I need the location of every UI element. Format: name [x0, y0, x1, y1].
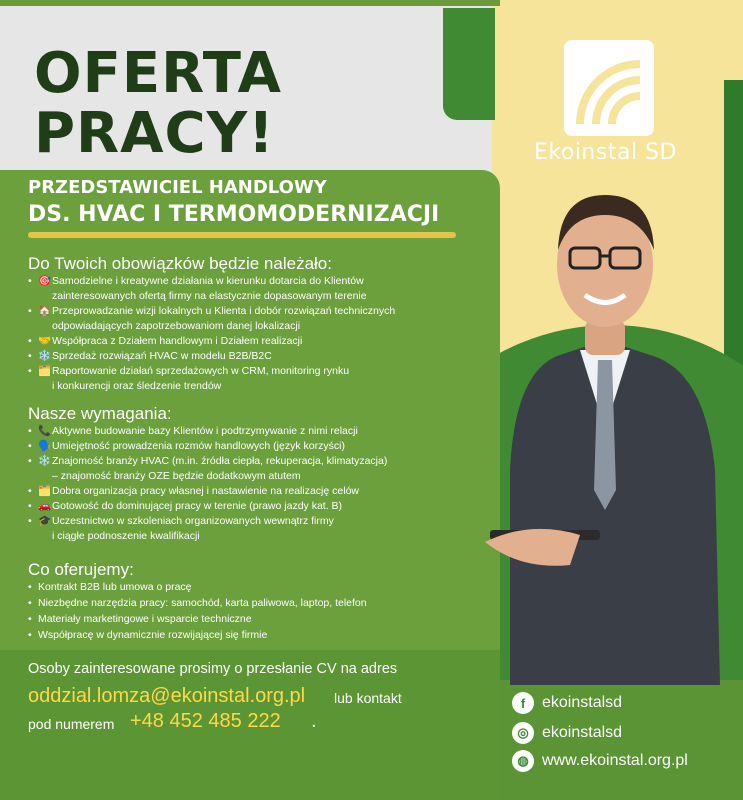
- contact-phone-prefix: pod numerem: [28, 716, 115, 732]
- house-icon: 🏠: [38, 305, 52, 317]
- list-item: [28, 334, 448, 349]
- instagram-link[interactable]: [512, 722, 622, 744]
- headline-line-1: OFERTA: [34, 41, 282, 106]
- website-url: www.ekoinstal.org.pl: [542, 752, 688, 769]
- handshake-icon: 🤝: [38, 335, 52, 347]
- contact-or-text: lub kontakt: [334, 690, 402, 706]
- list-item: [28, 484, 448, 499]
- list-item-text: Przeprowadzanie wizji lokalnych u Klienta i dobór rozwiązań technicznych: [52, 305, 396, 317]
- list-item: [28, 499, 448, 514]
- snowflake-icon: ❄️: [38, 455, 52, 467]
- list-item-text: Dobra organizacja pracy własnej i nastawienie na realizację celów: [52, 485, 359, 497]
- facebook-handle: ekoinstalsd: [542, 694, 623, 711]
- list-item-text: Uczestnictwo w szkoleniach organizowanych wewnątrz firmy: [52, 515, 334, 527]
- contact-phone-link[interactable]: +48 452 485 222: [130, 710, 281, 732]
- facebook-icon: f: [512, 692, 534, 714]
- target-icon: 🎯: [38, 275, 52, 287]
- contact-intro: Osoby zainteresowane prosimy o przesłanie CV na adres: [28, 661, 398, 677]
- contact-email-link[interactable]: oddzial.lomza@ekoinstal.org.pl: [28, 685, 306, 707]
- list-item: • Współpracę w dynamicznie rozwijającej się firmie: [28, 628, 448, 643]
- list-item: [28, 454, 448, 484]
- list-item-text: i ciągłe podnoszenie kwalifikacji: [52, 530, 200, 542]
- list-item: [28, 274, 448, 304]
- globe-icon: ◍: [512, 750, 534, 772]
- list-item-text: Aktywne budowanie bazy Klientów i podtrzymywanie z nimi relacji: [52, 425, 358, 437]
- headline-line-2: PRACY!: [34, 101, 275, 166]
- speaking-head-icon: 🗣️: [38, 440, 52, 452]
- list-item: [28, 364, 448, 394]
- list-item-text: odpowiadających zapotrzebowaniom danej lokalizacji: [52, 320, 301, 332]
- snowflake-icon: ❄️: [38, 350, 52, 362]
- car-icon: 🚗: [38, 500, 52, 512]
- list-item-text: – znajomość branży OZE będzie dodatkowym atutem: [52, 470, 301, 482]
- list-item-text: Umiejętność prowadzenia rozmów handlowych (język korzyści): [52, 440, 345, 452]
- graduation-cap-icon: 🎓: [38, 515, 52, 527]
- phone-icon: 📞: [38, 425, 52, 437]
- list-item-text: Raportowanie działań sprzedażowych w CRM, monitoring rynku: [52, 365, 350, 377]
- website-link[interactable]: [512, 750, 688, 772]
- offer-list: [28, 580, 448, 644]
- list-item: [28, 349, 448, 364]
- list-item-text: Współpraca z Działem handlowym i Działem realizacji: [52, 335, 303, 347]
- company-logo: [562, 38, 656, 138]
- position-title-line-1: PRZEDSTAWICIEL HANDLOWY: [28, 177, 327, 198]
- instagram-icon: ◎: [512, 722, 534, 744]
- list-item: [28, 439, 448, 454]
- duties-heading: Do Twoich obowiązków będzie należało:: [28, 254, 332, 273]
- folder-icon: 🗂️: [38, 365, 52, 377]
- list-item: [28, 304, 448, 334]
- facebook-link[interactable]: [512, 692, 622, 714]
- requirements-list: [28, 424, 448, 544]
- decorative-green-block: [443, 8, 495, 120]
- duties-list: [28, 274, 448, 394]
- offer-heading: Co oferujemy:: [28, 560, 134, 579]
- brand-name: Ekoinstal SD: [534, 140, 677, 165]
- list-item: • Niezbędne narzędzia pracy: samochód, karta paliwowa, laptop, telefon: [28, 596, 448, 611]
- list-item-text: Znajomość branży HVAC (m.in. źródła ciepła, rekuperacja, klimatyzacja): [52, 455, 388, 467]
- salesman-photo: [470, 170, 740, 685]
- list-item: • Kontrakt B2B lub umowa o pracę: [28, 580, 448, 595]
- position-title-line-2: DS. HVAC I TERMOMODERNIZACJI: [28, 202, 440, 227]
- list-item: [28, 514, 448, 544]
- folder-icon: 🗂️: [38, 485, 52, 497]
- list-item-text: Samodzielne i kreatywne działania w kierunku dotarcia do Klientów: [52, 275, 364, 287]
- instagram-handle: ekoinstalsd: [542, 724, 623, 741]
- requirements-heading: Nasze wymagania:: [28, 404, 172, 423]
- position-underline: [28, 232, 456, 238]
- contact-phone-suffix: .: [311, 710, 317, 732]
- list-item: • Materiały marketingowe i wsparcie techniczne: [28, 612, 448, 627]
- list-item-text: zainteresowanych ofertą firmy na elastycznie dopasowanym terenie: [52, 290, 367, 302]
- list-item: [28, 424, 448, 439]
- top-green-bar: [0, 0, 500, 6]
- list-item-text: Sprzedaż rozwiązań HVAC w modelu B2B/B2C: [52, 350, 272, 362]
- list-item-text: i konkurencji oraz śledzenie trendów: [52, 380, 222, 392]
- list-item-text: Gotowość do dominującej pracy w terenie (prawo jazdy kat. B): [52, 500, 343, 512]
